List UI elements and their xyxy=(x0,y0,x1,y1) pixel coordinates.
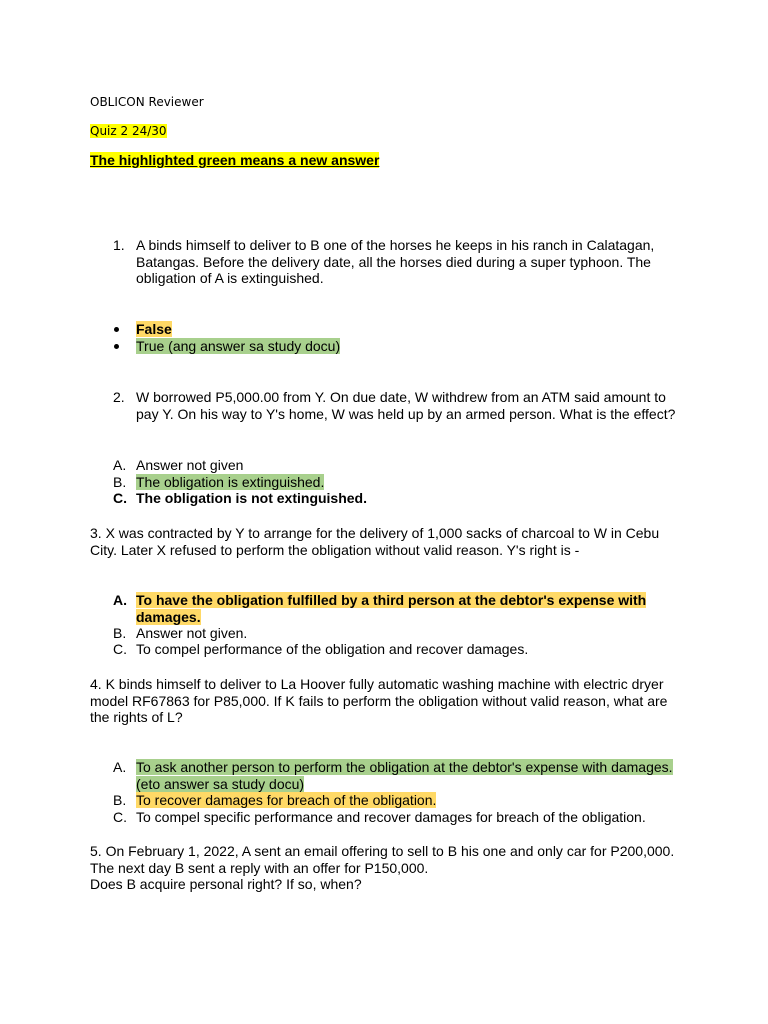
question-3: 3. X was contracted by Y to arrange for the delivery of 1,000 sacks of charcoal to W in Cebu City. Later X refused to perform the obligation without valid reason. Y's right is - xyxy=(90,525,660,558)
question-4: 4. K binds himself to deliver to La Hoover fully automatic washing machine with electric dryer model RF67863 for P85,000. If K fails to perform the obligation without valid reason, what are the rights of L? xyxy=(90,676,668,725)
quiz-score: Quiz 2 24/30 xyxy=(90,124,167,138)
question-text: W borrowed P5,000.00 from Y. On due date, W withdrew from an ATM said amount to pay Y. On his way to Y's home, W was held up by an armed person. What is the effect? xyxy=(136,389,676,422)
question-number: 2. xyxy=(113,389,125,405)
bullet-icon xyxy=(114,327,119,332)
question-5: 5. On February 1, 2022, A sent an email offering to sell to B his one and only car for P200,000. The next day B sent a reply with an offer for P150,000. Does B acquire personal right? If so, when? xyxy=(90,843,675,892)
highlight-note: The highlighted green means a new answer xyxy=(90,152,380,168)
doc-title: OBLICON Reviewer xyxy=(90,95,204,109)
question-number: 1. xyxy=(113,237,125,253)
bullet-icon xyxy=(114,344,119,349)
document-page: OBLICON Reviewer Quiz 2 24/30 The highlighted green means a new answer 1. A binds himself to deliver to B one of the horses he keeps in his ranch in Calatagan, Batangas. Before the delivery date, all the horses died during a super typhoon. The obligation of A is extinguished. False True (ang answer sa study docu) 2. W borrowed P5,000.00 from Y. On due date, W withdrew from an ATM said amount to pay Y. On his way to Y's home, W was held up by an armed person. What is the effect? A. Answer not given B. The obligation is extinguished. C. The obligation is not extinguished. 3. X was contracted by Y to arrange for the delivery of 1,000 sacks of charcoal to W in Cebu City. Later X refused to perform the obligation without valid reason. Y's right is - A. To have the obligation fulfilled by a third person at the debtor's expense with damages. B. Answer not given. C. To compel performance of the obligation and recover damages. 4. K binds himself to deliver to La Hoover fully automatic washing machine with electric dryer model RF67863 for P85,000. If K fails to perform the obligation without valid reason, what are the rights of L? A. To ask another person to perform the obligation at the debtor's expense with damages. (eto answer sa study docu) B. To recover damages for breach of the obligation. C. To compel specific performance and recover damages for breach of the obligation. 5. On February 1, 2022, A sent an email offering to sell to B his one and only car for P200,000. The next day B sent a reply with an offer for P150,000. Does B acquire personal right? If so, when? xyxy=(0,0,768,1024)
question-text: A binds himself to deliver to B one of the horses he keeps in his ranch in Calatagan, Batangas. Before the delivery date, all the horses died during a super typhoon. The obligation of A is extinguished. xyxy=(136,237,655,286)
